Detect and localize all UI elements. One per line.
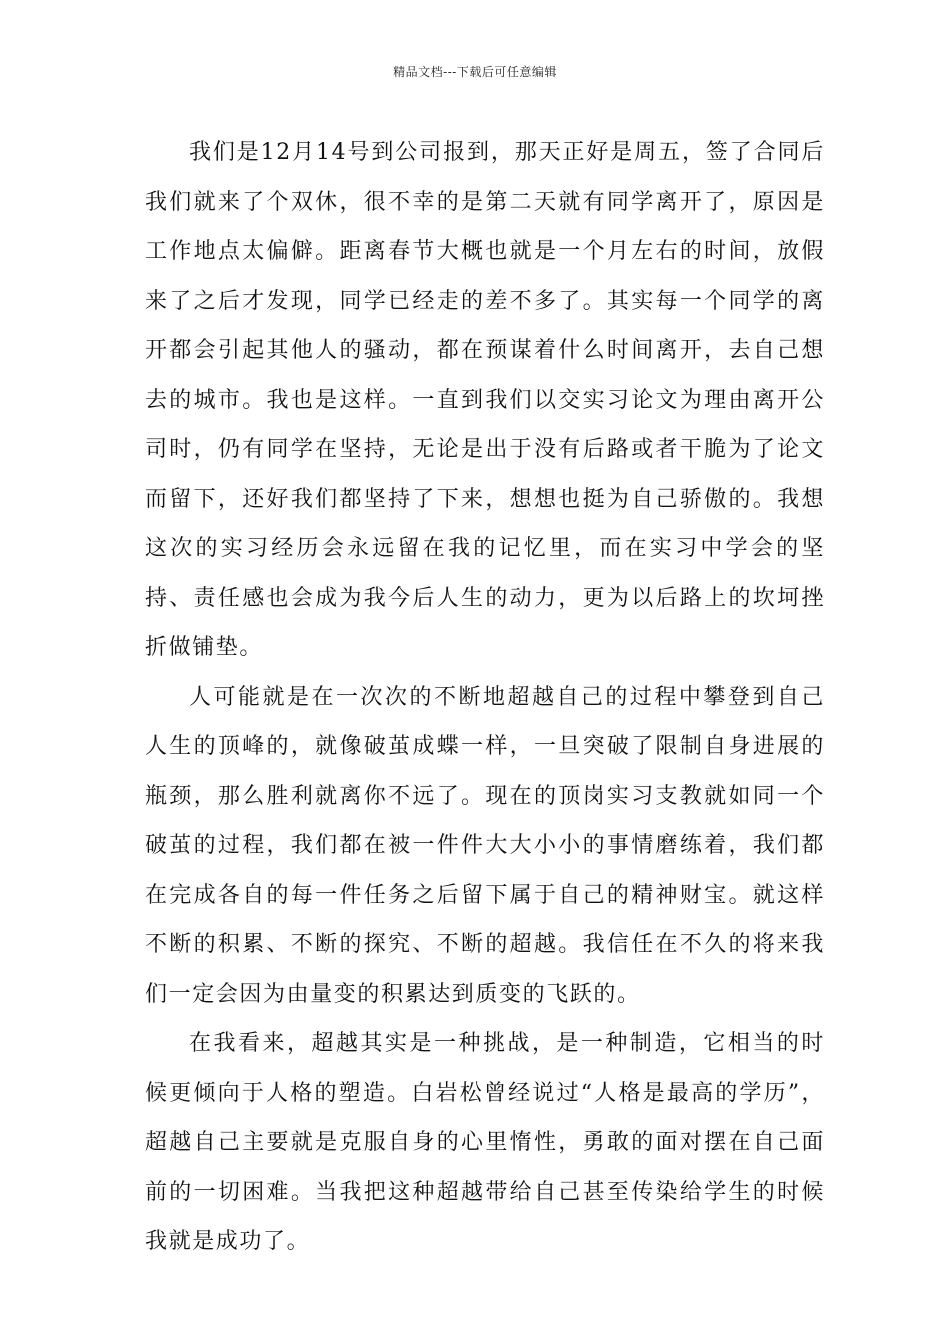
paragraph-3: 在我看来，超越其实是一种挑战，是一种制造，它相当的时候更倾向于人格的塑造。白岩松曾经说过“人格是最高的学历”，超越自己主要就是克服自身的心里惰性，勇敢的面对摆在自己面前的一切困难。当我把这种超越带给自己甚至传染给学生的时候我就是成功了。: [145, 1031, 825, 1254]
paragraph-1: 我们是12月14号到公司报到，那天正好是周五，签了合同后我们就来了个双休，很不幸的是第二天就有同学离开了，原因是工作地点太偏僻。距离春节大概也就是一个月左右的时间，放假来了之后才发现，同学已经走的差不多了。其实每一个同学的离开都会引起其他人的骚动，都在预谋着什么时间离开，去自己想去的城市。我也是这样。一直到我们以交实习论文为理由离开公司时，仍有同学在坚持，无论是出于没有后路或者干脆为了论文而留下，还好我们都坚持了下来，想想也挺为自己骄傲的。我想这次的实习经历会永远留在我的记忆里，而在实习中学会的坚持、责任感也会成为我今后人生的动力，更为以后路上的坎坷挫折做铺垫。: [145, 140, 825, 660]
document-body: [145, 128, 825, 1267]
page-header: 精品文档---下载后可任意编辑: [393, 65, 557, 79]
paragraph-2: 人可能就是在一次次的不断地超越自己的过程中攀登到自己人生的顶峰的，就像破茧成蝶一样，一旦突破了限制自身进展的瓶颈，那么胜利就离你不远了。现在的顶岗实习支教就如同一个破茧的过程，我们都在被一件件大大小小的事情磨练着，我们都在完成各自的每一件任务之后留下属于自己的精神财宝。就这样不断的积累、不断的探究、不断的超越。我信任在不久的将来我们一定会因为由量变的积累达到质变的飞跃的。: [145, 684, 825, 1007]
